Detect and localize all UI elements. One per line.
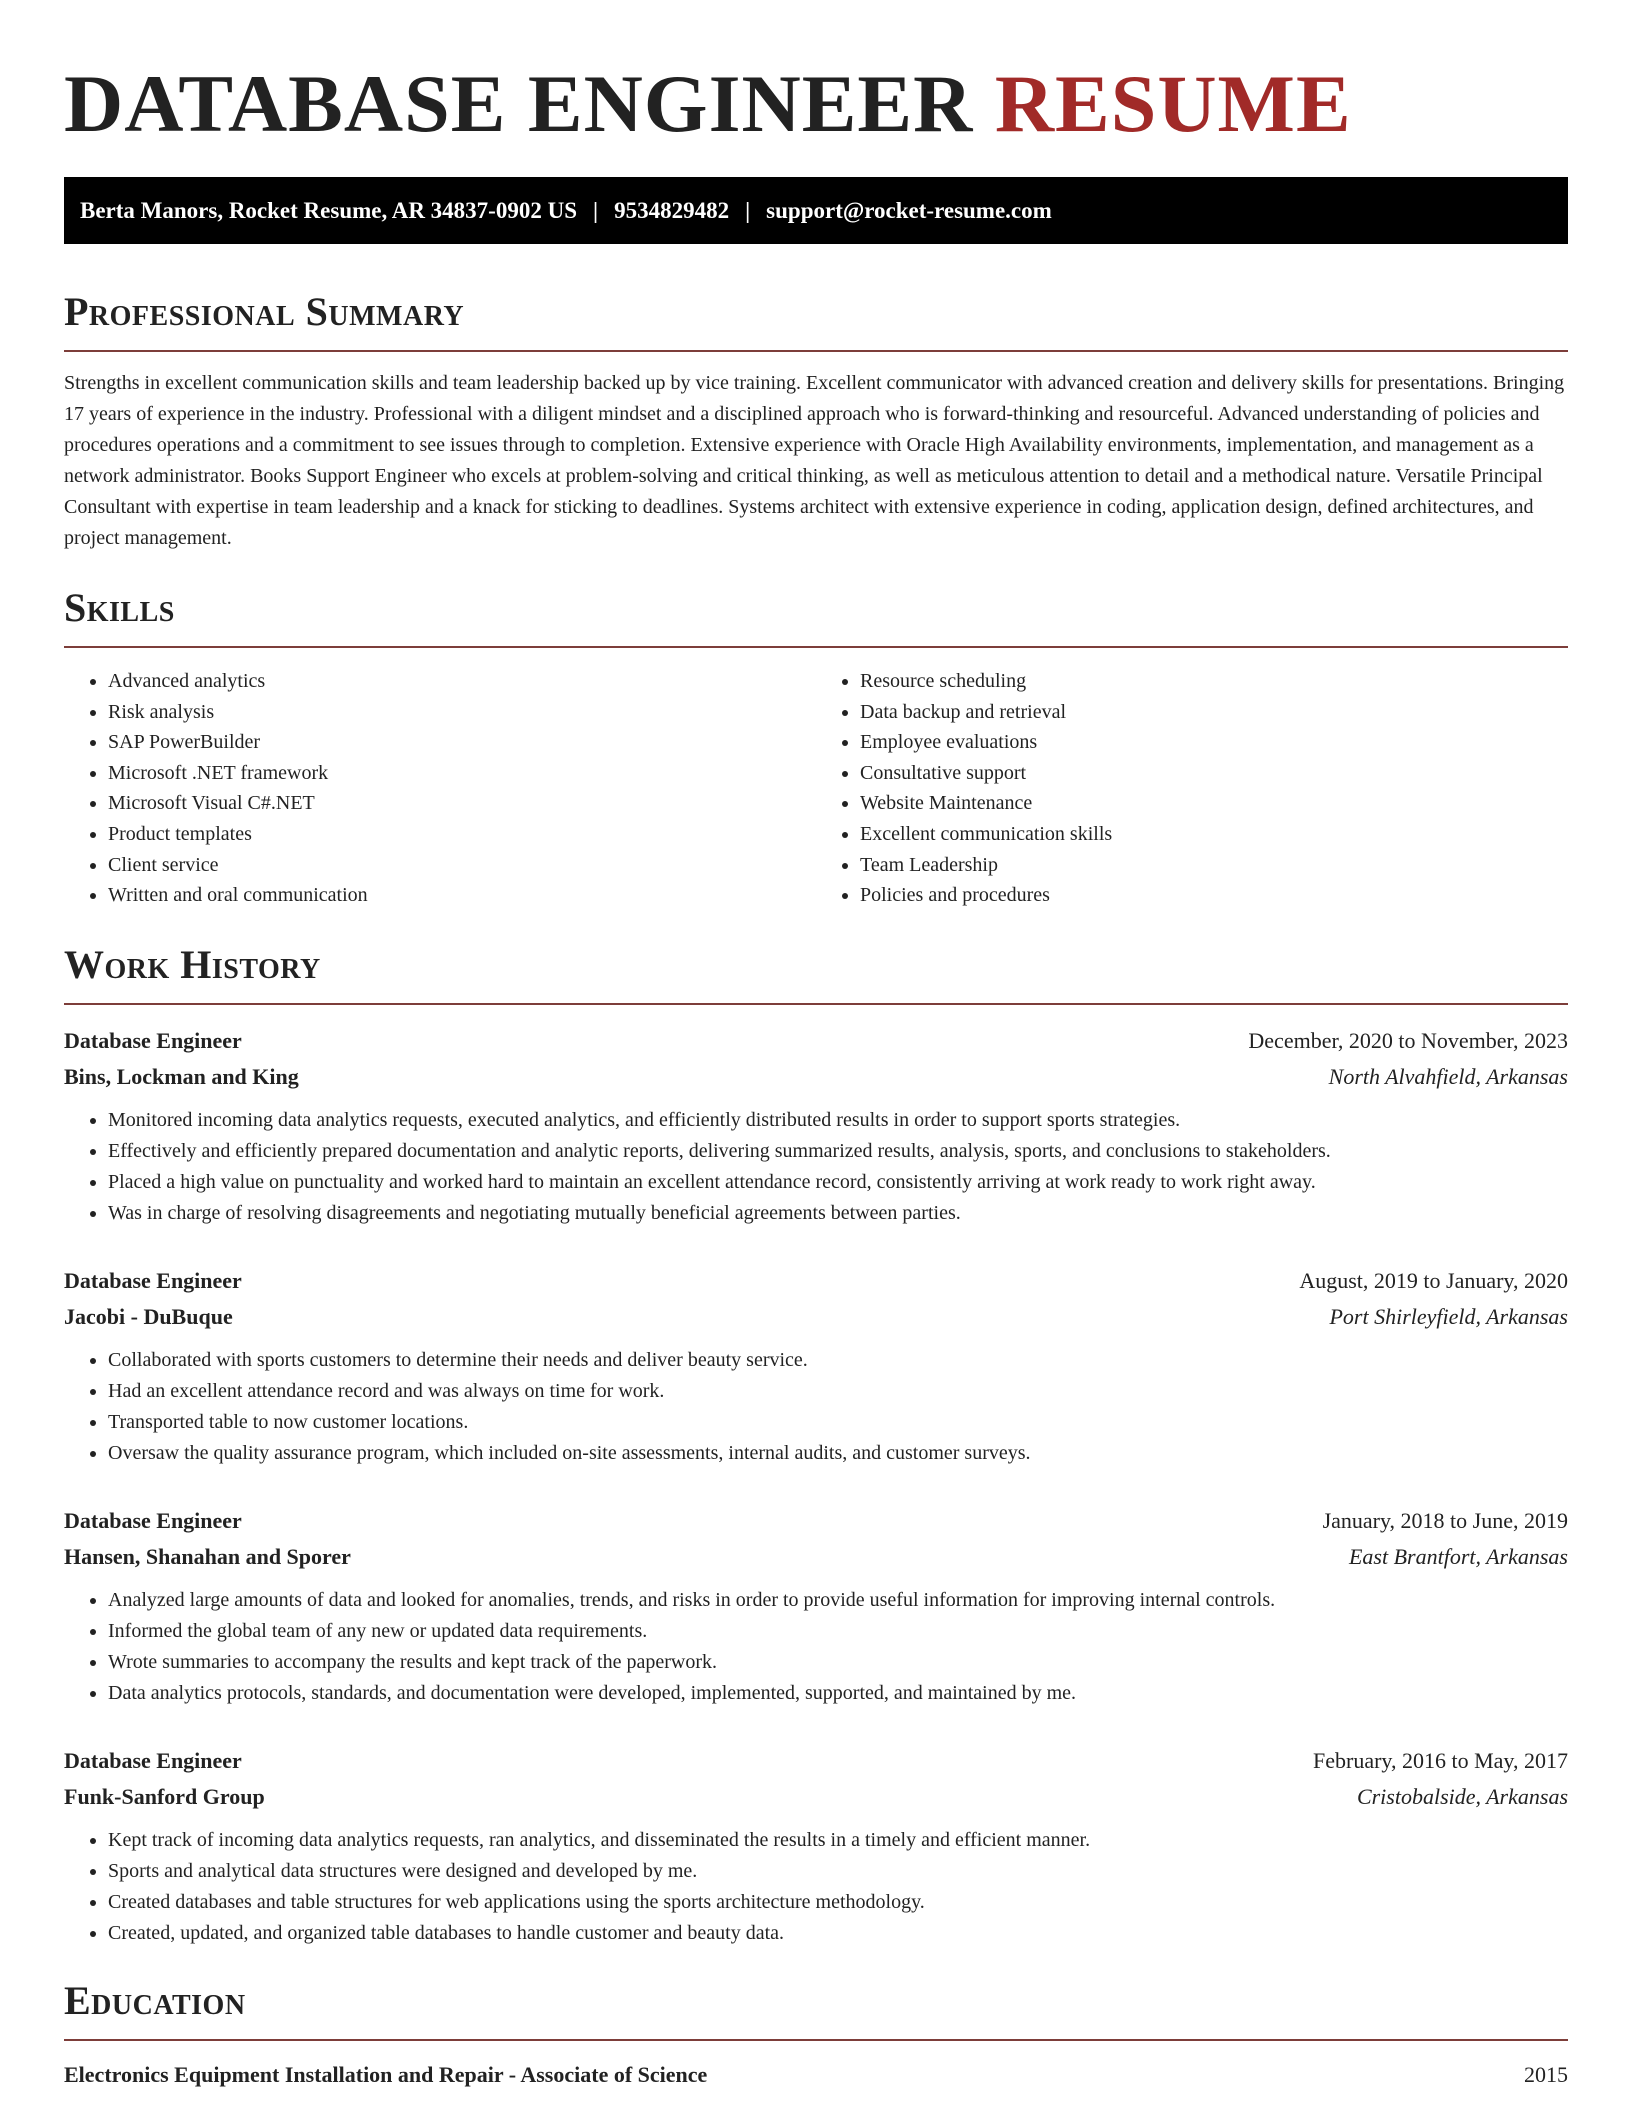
- section-divider: [64, 646, 1568, 648]
- skill-item: • Policies and procedures: [860, 880, 1568, 911]
- job-company: Funk-Sanford Group: [64, 1783, 265, 1809]
- summary-section: [64, 288, 1568, 554]
- job-bullet: • Transported table to now customer locations.: [108, 1407, 1568, 1438]
- job-role: Database Engineer: [64, 1507, 242, 1533]
- section-divider: [64, 350, 1568, 352]
- job-bullet: • Kept track of incoming data analytics requests, ran analytics, and disseminated the results in a timely and efficient manner.: [108, 1825, 1568, 1856]
- section-divider: [64, 2039, 1568, 2041]
- job-bullet: • Collaborated with sports customers to determine their needs and deliver beauty service.: [108, 1345, 1568, 1376]
- job-header-row: [64, 1263, 1568, 1299]
- job-bullet-list: [64, 1585, 1568, 1709]
- skill-item: • SAP PowerBuilder: [108, 727, 816, 758]
- job-bullet: • Informed the global team of any new or updated data requirements.: [108, 1616, 1568, 1647]
- skills-list-left: [64, 666, 816, 911]
- job-header-row: [64, 1743, 1568, 1779]
- job-location: Port Shirleyfield, Arkansas: [1329, 1303, 1568, 1329]
- education-list: [64, 2057, 1568, 2093]
- skill-item: • Consultative support: [860, 758, 1568, 789]
- skill-item: • Product templates: [108, 819, 816, 850]
- job-bullet: • Had an excellent attendance record and was always on time for work.: [108, 1376, 1568, 1407]
- education-degree: Electronics Equipment Installation and Repair - Associate of Science: [64, 2061, 708, 2087]
- section-title-education: Education: [64, 1977, 246, 2023]
- skill-item: • Client service: [108, 850, 816, 881]
- job-role: Database Engineer: [64, 1027, 242, 1053]
- job-bullet: • Was in charge of resolving disagreements and negotiating mutually beneficial agreements between parties.: [108, 1198, 1568, 1229]
- skill-item: • Microsoft Visual C#.NET: [108, 788, 816, 819]
- job-bullet: • Analyzed large amounts of data and looked for anomalies, trends, and risks in order to provide useful information for improving internal controls.: [108, 1585, 1568, 1616]
- job-company: Jacobi - DuBuque: [64, 1303, 233, 1329]
- job-dates: December, 2020 to November, 2023: [1248, 1027, 1568, 1053]
- job-company-row: [64, 1059, 1568, 1095]
- job-role: Database Engineer: [64, 1267, 242, 1293]
- skill-item: • Microsoft .NET framework: [108, 758, 816, 789]
- title-main: DATABASE ENGINEER: [64, 58, 974, 149]
- job-header-row: [64, 1503, 1568, 1539]
- education-year: 2015: [1524, 2061, 1568, 2087]
- job-company-row: [64, 1539, 1568, 1575]
- contact-bar: [64, 177, 1568, 244]
- job-bullet: • Created, updated, and organized table databases to handle customer and beauty data.: [108, 1918, 1568, 1949]
- job-company: Bins, Lockman and King: [64, 1063, 299, 1089]
- skill-item: • Advanced analytics: [108, 666, 816, 697]
- job-entry: [64, 1743, 1568, 1949]
- skills-columns: [64, 666, 1568, 911]
- skill-item: • Written and oral communication: [108, 880, 816, 911]
- job-bullet: • Sports and analytical data structures were designed and developed by me.: [108, 1856, 1568, 1887]
- job-location: North Alvahfield, Arkansas: [1328, 1063, 1568, 1089]
- job-dates: August, 2019 to January, 2020: [1299, 1267, 1568, 1293]
- skills-list-right: [816, 666, 1568, 911]
- job-company-row: [64, 1779, 1568, 1815]
- skill-item: • Resource scheduling: [860, 666, 1568, 697]
- skill-item: • Risk analysis: [108, 697, 816, 728]
- job-header-row: [64, 1023, 1568, 1059]
- resume-title: [64, 0, 1568, 150]
- job-list: [64, 1023, 1568, 1949]
- job-entry: [64, 1263, 1568, 1469]
- summary-text: Strengths in excellent communication skills and team leadership backed up by vice training. Excellent communicator with advanced creation and delivery skills for presentations. Bringing 17 years of experience in the industry. Professional with a diligent mindset and a disciplined approach who is forward-thinking and resourceful. Advanced understanding of policies and procedures operations and a commitment to see issues through to completion. Extensive experience with Oracle High Availability environments, implementation, and management as a network administrator. Books Support Engineer who excels at problem-solving and critical thinking, as well as meticulous attention to detail and a methodical nature. Versatile Principal Consultant with expertise in team leadership and a knack for sticking to deadlines. Systems architect with extensive experience in coding, application design, defined architectures, and project management.: [64, 372, 1565, 549]
- job-company: Hansen, Shanahan and Sporer: [64, 1543, 351, 1569]
- job-bullet: • Wrote summaries to accompany the results and kept track of the paperwork.: [108, 1647, 1568, 1678]
- skills-section: [64, 584, 1568, 911]
- contact-phone: 9534829482: [614, 197, 730, 223]
- job-location: Cristobalside, Arkansas: [1356, 1783, 1568, 1809]
- job-entry: [64, 1503, 1568, 1709]
- work-section: [64, 941, 1568, 1949]
- job-bullet-list: [64, 1825, 1568, 1949]
- job-bullet: • Created databases and table structures for web applications using the sports architecture methodology.: [108, 1887, 1568, 1918]
- job-bullet: • Monitored incoming data analytics requests, executed analytics, and efficiently distributed results in order to support sports strategies.: [108, 1105, 1568, 1136]
- job-company-row: [64, 1299, 1568, 1335]
- skill-item: • Website Maintenance: [860, 788, 1568, 819]
- section-divider: [64, 1003, 1568, 1005]
- section-title-skills: Skills: [64, 585, 175, 630]
- skill-item: • Excellent communication skills: [860, 819, 1568, 850]
- job-bullet-list: [64, 1345, 1568, 1469]
- section-title-summary: Professional Summary: [64, 289, 465, 334]
- section-title-work: Work History: [64, 941, 321, 987]
- job-bullet-list: [64, 1105, 1568, 1229]
- skill-item: • Employee evaluations: [860, 727, 1568, 758]
- contact-separator: |: [593, 197, 599, 223]
- contact-address: Berta Manors, Rocket Resume, AR 34837-0902 US: [80, 197, 577, 223]
- job-dates: January, 2018 to June, 2019: [1322, 1507, 1568, 1533]
- job-dates: February, 2016 to May, 2017: [1313, 1747, 1568, 1773]
- job-location: East Brantfort, Arkansas: [1348, 1543, 1568, 1569]
- job-entry: [64, 1023, 1568, 1229]
- education-section: [64, 1977, 1568, 2093]
- title-accent: RESUME: [994, 58, 1352, 149]
- job-bullet: • Effectively and efficiently prepared documentation and analytic reports, delivering summarized results, analysis, sports, and conclusions to stakeholders.: [108, 1136, 1568, 1167]
- contact-email: support@rocket-resume.com: [766, 197, 1052, 223]
- job-bullet: • Oversaw the quality assurance program, which included on-site assessments, internal audits, and customer surveys.: [108, 1438, 1568, 1469]
- skill-item: • Data backup and retrieval: [860, 697, 1568, 728]
- contact-separator: |: [745, 197, 751, 223]
- education-entry: [64, 2057, 1568, 2093]
- job-bullet: • Data analytics protocols, standards, and documentation were developed, implemented, supported, and maintained by me.: [108, 1678, 1568, 1709]
- job-role: Database Engineer: [64, 1747, 242, 1773]
- job-bullet: • Placed a high value on punctuality and worked hard to maintain an excellent attendance record, consistently arriving at work ready to work right away.: [108, 1167, 1568, 1198]
- skill-item: • Team Leadership: [860, 850, 1568, 881]
